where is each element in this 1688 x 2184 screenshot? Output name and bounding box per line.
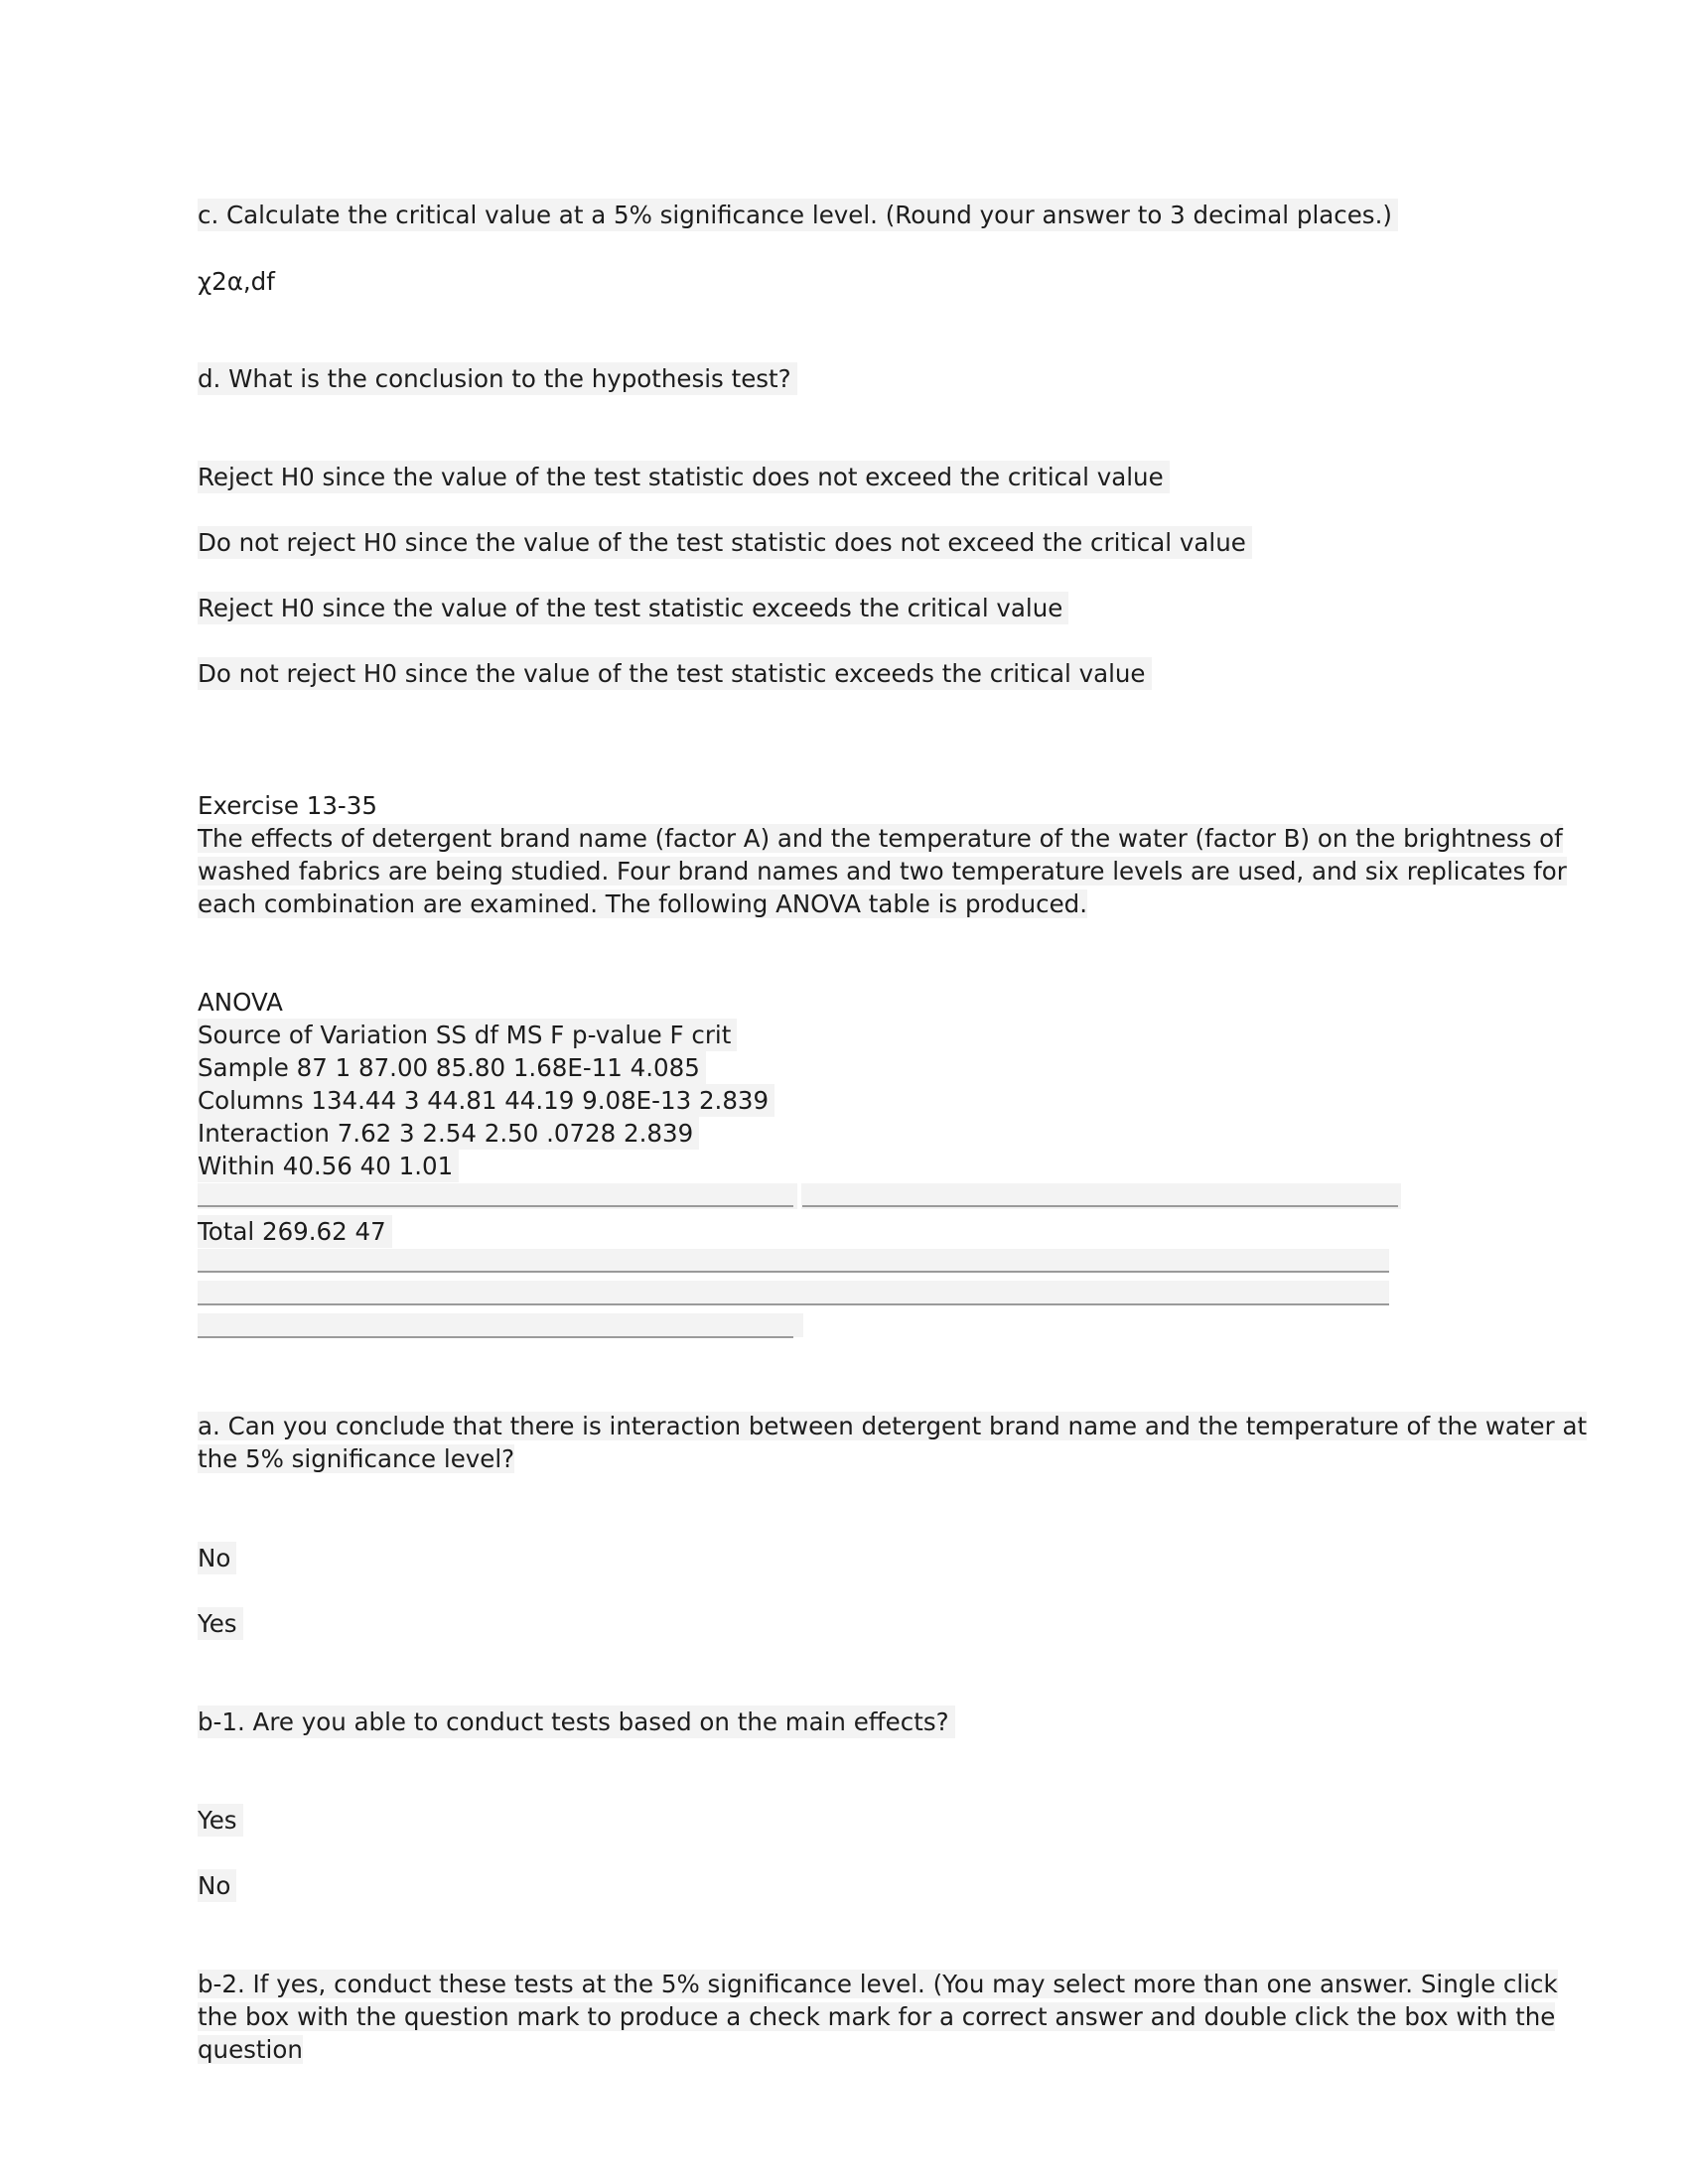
separator-band <box>198 1249 1389 1273</box>
question-b1-prompt: b-1. Are you able to conduct tests based on the main effects? <box>198 1706 955 1738</box>
question-c-prompt: c. Calculate the critical value at a 5% significance level. (Round your answer to 3 decimal places.) <box>198 199 1398 231</box>
question-a-option-no[interactable]: No <box>198 1542 236 1574</box>
question-b1-option-yes[interactable]: Yes <box>198 1804 243 1837</box>
exercise-title: Exercise 13-35 <box>198 791 377 820</box>
separator-band <box>198 1313 803 1337</box>
question-d-option-4[interactable]: Do not reject H0 since the value of the test statistic exceeds the critical value <box>198 657 1152 690</box>
exercise-description <box>198 822 1598 920</box>
question-a-option-yes[interactable]: Yes <box>198 1607 243 1640</box>
question-a-prompt: a. Can you conclude that there is interaction between detergent brand name and the temperature of the water at the 5% significance level? <box>198 1412 1588 1473</box>
separator-rule <box>853 1271 1389 1273</box>
anova-row-columns: Columns 134.44 3 44.81 44.19 9.08E-13 2.839 <box>198 1084 774 1117</box>
anova-row-within: Within 40.56 40 1.01 <box>198 1150 459 1182</box>
separator-rule <box>198 1271 853 1273</box>
question-d-option-3[interactable]: Reject H0 since the value of the test statistic exceeds the critical value <box>198 592 1068 624</box>
separator-rule <box>802 1205 1398 1207</box>
question-b1-option-no[interactable]: No <box>198 1869 236 1902</box>
question-d-option-1[interactable]: Reject H0 since the value of the test statistic does not exceed the critical value <box>198 461 1170 493</box>
anova-heading: ANOVA <box>198 988 283 1017</box>
anova-row-total: Total 269.62 47 <box>198 1215 392 1248</box>
separator-rule <box>198 1205 793 1207</box>
critical-value-symbol: χ2α,df <box>198 267 275 296</box>
question-a <box>198 1410 1598 1475</box>
separator-rule <box>853 1303 1389 1305</box>
separator-rule <box>198 1303 853 1305</box>
anova-row-interaction: Interaction 7.62 3 2.54 2.50 .0728 2.839 <box>198 1117 699 1150</box>
anova-header-row: Source of Variation SS df MS F p-value F crit <box>198 1019 737 1051</box>
question-d-option-2[interactable]: Do not reject H0 since the value of the test statistic does not exceed the critical value <box>198 526 1252 559</box>
exercise-description-text: The effects of detergent brand name (factor A) and the temperature of the water (factor B) on the brightness of washed fabrics are being studied. Four brand names and two temperature levels are used, and six replicates for each combination are examined. The following ANOVA table is produced. <box>198 824 1567 918</box>
separator-band <box>198 1281 1389 1304</box>
separator-rule <box>198 1336 793 1338</box>
anova-row-sample: Sample 87 1 87.00 85.80 1.68E-11 4.085 <box>198 1051 706 1084</box>
question-b2-prompt: b-2. If yes, conduct these tests at the 5% significance level. (You may select more than one answer. Single click the box with the question mark to produce a check mark for a correct answer and double click the box with the question <box>198 1970 1558 2064</box>
question-d-prompt: d. What is the conclusion to the hypothesis test? <box>198 362 797 395</box>
question-b2 <box>198 1968 1598 2066</box>
